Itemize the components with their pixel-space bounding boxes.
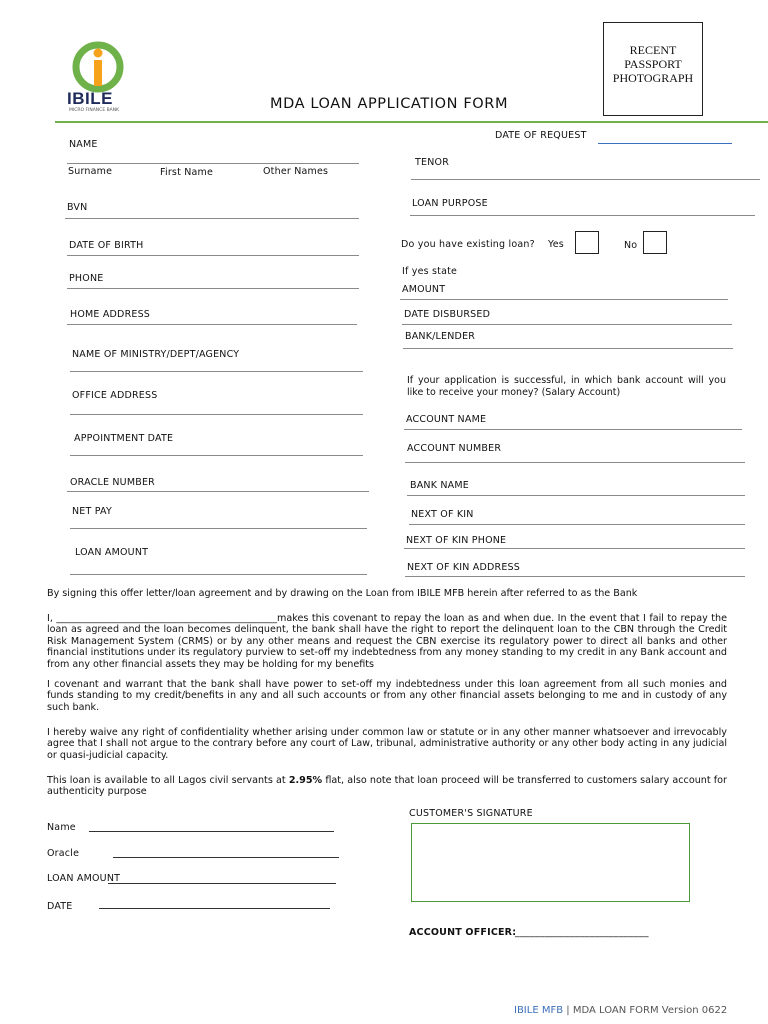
office-address-label: OFFICE ADDRESS <box>72 390 158 401</box>
signoff-loan-amount-field[interactable] <box>108 883 336 884</box>
appointment-date-field[interactable] <box>70 455 363 456</box>
bank-name-label: BANK NAME <box>410 480 469 491</box>
date-of-request-field[interactable] <box>598 143 732 144</box>
footer-separator: | <box>566 1005 570 1016</box>
covenant-prefix: I, <box>47 613 57 624</box>
covenant-text: makes this covenant to repay the loan as and when due. In the event that I fail to repay the loan as agreed and the loan becomes delinquent, the bank shall have the right to report the delinquent loan to the CBN through the Credit Risk Management System (CRMS) or by any other means and request the CBN exercise its regulatory power to direct all banks and other financial institutions under its regulatory purview to set-off my indebtedness from any money standing to my credit in any Bank account and from any other financial assets they may be holding for my benefits <box>47 613 727 670</box>
name-label: NAME <box>69 139 98 150</box>
form-title: MDA LOAN APPLICATION FORM <box>270 96 509 112</box>
dob-field[interactable] <box>67 255 359 256</box>
amount-field[interactable] <box>400 299 728 300</box>
covenant-name-blank[interactable]: ______________________________________________ <box>56 613 278 624</box>
signoff-name-field[interactable] <box>89 831 334 832</box>
bank-lender-label: BANK/LENDER <box>405 331 476 342</box>
signoff-oracle-field[interactable] <box>113 857 339 858</box>
account-question: If your application is successful, in which bank account will you like to receive your money? (Salary Account) <box>407 375 726 398</box>
footer-brand: IBILE MFB <box>514 1005 564 1016</box>
interest-rate: 2.95% <box>288 775 323 786</box>
customer-signature-label: CUSTOMER'S SIGNATURE <box>409 808 533 819</box>
other-names-label: Other Names <box>263 166 329 177</box>
account-number-field[interactable] <box>405 462 745 463</box>
loan-amount-field[interactable] <box>70 574 367 575</box>
terms-intro: By signing this offer letter/loan agreement and by drawing on the Loan from IBILE MFB herein after referred to as the Bank <box>47 588 638 599</box>
footer <box>514 1005 727 1016</box>
customer-signature-box[interactable] <box>411 823 690 902</box>
existing-loan-yes-label: Yes <box>548 239 564 250</box>
loan-purpose-label: LOAN PURPOSE <box>412 198 488 209</box>
next-of-kin-label: NEXT OF KIN <box>411 509 474 520</box>
signoff-oracle-label: Oracle <box>47 848 80 859</box>
amount-label: AMOUNT <box>402 284 446 295</box>
date-disbursed-field[interactable] <box>402 324 732 325</box>
loan-purpose-field[interactable] <box>410 215 755 216</box>
rate-text-post: flat, also note that loan proceed will be transferred to customers salary account for authenticity purpose <box>47 775 727 798</box>
bvn-label: BVN <box>67 202 88 213</box>
bank-lender-field[interactable] <box>403 348 733 349</box>
next-of-kin-field[interactable] <box>409 524 745 525</box>
next-of-kin-address-field[interactable] <box>405 576 745 577</box>
passport-photo-box <box>603 22 703 116</box>
tenor-label: TENOR <box>415 157 449 168</box>
account-name-field[interactable] <box>404 429 742 430</box>
photo-line-1: RECENT <box>629 43 677 57</box>
oracle-number-label: ORACLE NUMBER <box>70 477 155 488</box>
covenant-paragraph <box>47 613 727 670</box>
signoff-date-field[interactable] <box>99 908 330 909</box>
setoff-paragraph: I covenant and warrant that the bank shall have power to set-off my indebtedness under this loan agreement from all such monies and funds standing to my credit/benefits in any and all such accounts or from any other financial assets belonging to me and in custody of any such bank. <box>47 679 727 713</box>
net-pay-field[interactable] <box>70 528 367 529</box>
name-field[interactable] <box>67 163 359 164</box>
home-address-label: HOME ADDRESS <box>70 309 151 320</box>
account-officer-label: ACCOUNT OFFICER: <box>409 927 517 938</box>
surname-label: Surname <box>68 166 113 177</box>
bank-name-field[interactable] <box>407 495 745 496</box>
confidentiality-paragraph: I hereby waive any right of confidentiality whether arising under common law or statute or in any other manner whatsoever and irrevocably agree that I shall not argue to the contrary before any court of Law, tribunal, administrative authority or any other body acting in any judicial or quasi-judicial capacity. <box>47 727 727 761</box>
existing-loan-no-checkbox[interactable] <box>643 231 667 254</box>
next-of-kin-phone-label: NEXT OF KIN PHONE <box>406 535 507 546</box>
date-disbursed-label: DATE DISBURSED <box>404 309 491 320</box>
home-address-field[interactable] <box>67 324 357 325</box>
if-yes-label: If yes state <box>402 266 458 277</box>
appointment-date-label: APPOINTMENT DATE <box>74 433 174 444</box>
tenor-field[interactable] <box>411 179 760 180</box>
ministry-field[interactable] <box>70 371 363 372</box>
photo-line-3: PHOTOGRAPH <box>612 71 694 85</box>
bvn-field[interactable] <box>65 218 359 219</box>
account-officer-field[interactable]: ___________________________ <box>515 927 649 938</box>
loan-amount-label: LOAN AMOUNT <box>75 547 149 558</box>
existing-loan-yes-checkbox[interactable] <box>575 231 599 254</box>
footer-version: MDA LOAN FORM Version 0622 <box>572 1005 728 1016</box>
net-pay-label: NET PAY <box>72 506 113 517</box>
ministry-label: NAME OF MINISTRY/DEPT/AGENCY <box>72 349 240 360</box>
next-of-kin-phone-field[interactable] <box>404 548 745 549</box>
logo-tagline: MICRO FINANCE BANK <box>69 108 120 113</box>
signoff-name-label: Name <box>47 822 76 833</box>
existing-loan-no-label: No <box>624 240 638 251</box>
account-number-label: ACCOUNT NUMBER <box>407 443 502 454</box>
date-of-request-label: DATE OF REQUEST <box>495 130 587 141</box>
logo-wordmark: IBILE <box>67 89 113 108</box>
phone-label: PHONE <box>69 273 104 284</box>
existing-loan-question: Do you have existing loan? <box>401 239 535 250</box>
signoff-loan-amount-label: LOAN AMOUNT <box>47 873 121 884</box>
next-of-kin-address-label: NEXT OF KIN ADDRESS <box>407 562 520 573</box>
account-name-label: ACCOUNT NAME <box>406 414 487 425</box>
office-address-field[interactable] <box>70 414 363 415</box>
phone-field[interactable] <box>67 288 359 289</box>
dob-label: DATE OF BIRTH <box>69 240 144 251</box>
signoff-date-label: DATE <box>47 901 73 912</box>
first-name-label: First Name <box>160 167 214 178</box>
oracle-number-field[interactable] <box>67 491 369 492</box>
rate-paragraph <box>47 775 727 798</box>
header-divider <box>55 121 768 123</box>
rate-text-pre: This loan is available to all Lagos civil servants at <box>47 775 289 786</box>
photo-line-2: PASSPORT <box>624 57 682 71</box>
